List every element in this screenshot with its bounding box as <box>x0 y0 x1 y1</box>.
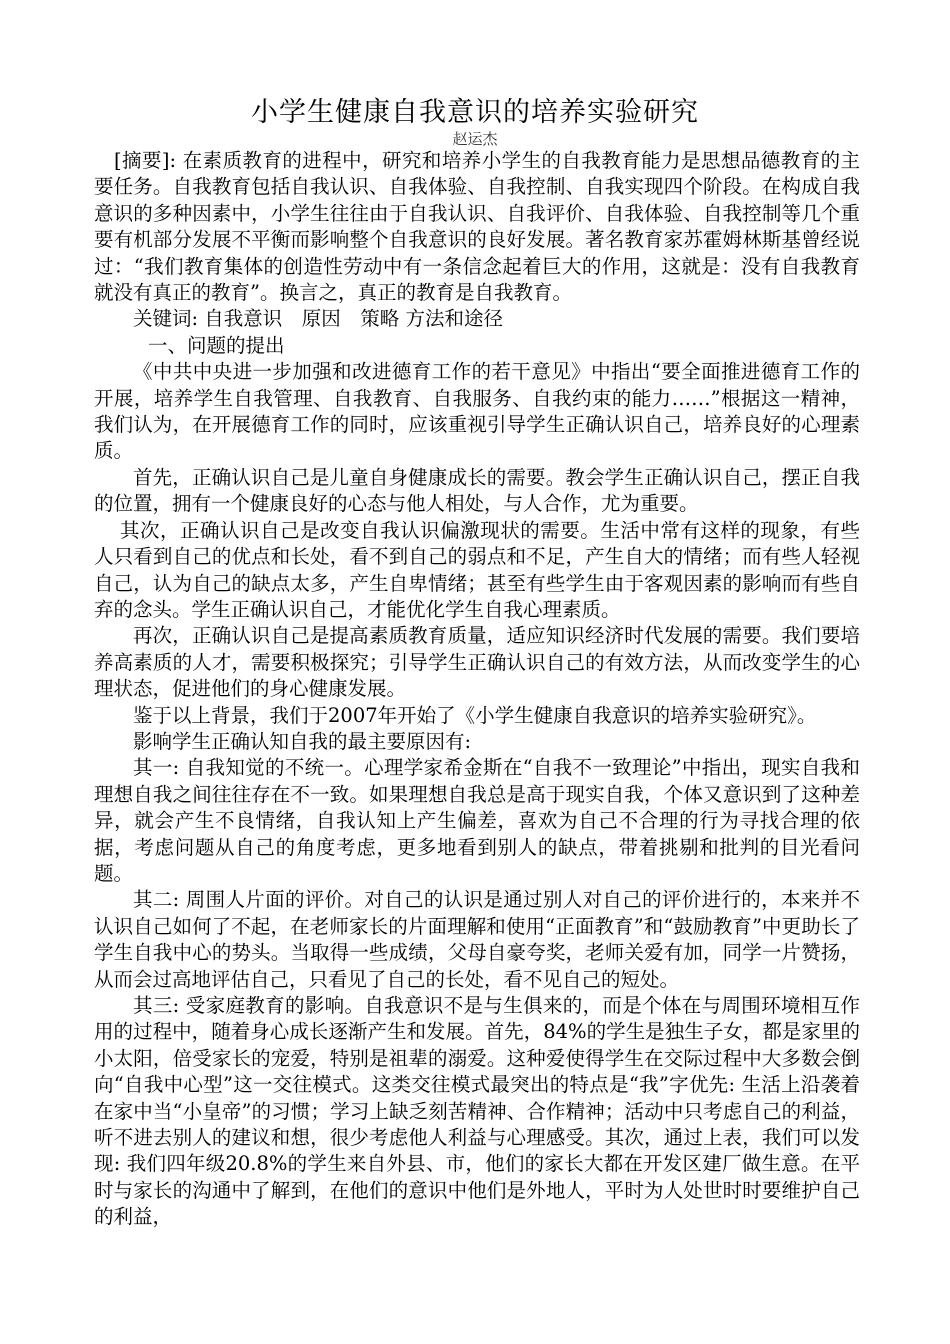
document-body <box>94 148 860 1231</box>
keywords-line: 关键词: 自我意识 原因 策略 方法和途径 <box>133 307 503 331</box>
section-heading: 一、问题的提出 <box>148 333 285 357</box>
abstract-paragraph: [摘要]: 在素质教育的进程中，研究和培养小学生的自我教育能力是思想品德教育的主要任务。自我教育包括自我认识、自我体验、自我控制、自我实现四个阶段。在构成自我意识的多种因素中，小学生往往由于自我认识、自我评价、自我体验、自我控制等几个重要有机部分发展不平衡而影响整个自我意识的良好发展。著名教育家苏霍姆林斯基曾经说过：“我们教育集体的创造性劳动中有一条信念起着巨大的作用，这就是：没有自我教育就没有真正的教育”。换言之，真正的教育是自我教育。 <box>94 149 860 305</box>
body-paragraph: 再次，正确认识自己是提高素质教育质量，适应知识经济时代发展的需要。我们要培养高素质的人才，需要积极探究；引导学生正确认识自己的有效方法，从而改变学生的心理状态，促进他们的身心健康发展。 <box>94 624 860 701</box>
body-paragraph: 其二: 周围人片面的评价。对自己的认识是通过别人对自己的评价进行的，本来并不认识自己如何了不起，在老师家长的片面理解和使用“正面教育”和“鼓励教育”中更助长了学生自我中心的势头。当取得一些成绩，父母自豪夸奖，老师关爱有加，同学一片赞扬，从而会过高地评估自己，只看见了自己的长处，看不见自己的短处。 <box>94 888 860 991</box>
body-paragraph: 其一: 自我知觉的不统一。心理学家希金斯在“自我不一致理论”中指出，现实自我和理想自我之间往往存在不一致。如果理想自我总是高于现实自我，个体又意识到了这种差异，就会产生不良情绪，自我认知上产生偏差，喜欢为自己不合理的行为寻找合理的依据，考虑问题从自己的角度考虑，更多地看到别人的缺点，带着挑剔和批判的目光看问题。 <box>94 756 860 885</box>
body-paragraph: 鉴于以上背景，我们于2007年开始了《小学生健康自我意识的培养实验研究》。 <box>133 703 817 727</box>
body-paragraph: 其三: 受家庭教育的影响。自我意识不是与生俱来的，而是个体在与周围环境相互作用的过程中，随着身心成长逐渐产生和发展。首先，84%的学生是独生子女，都是家里的小太阳，倍受家长的宠爱，特别是祖辈的溺爱。这种爱使得学生在交际过程中大多数会倒向“自我中心型”这一交往模式。这类交往模式最突出的特点是“我”字优先: 生活上沿袭着在家中当“小皇帝”的习惯；学习上缺乏刻苦精神、合作精神；活动中只考虑自己的利益，听不进去别人的建议和想，很少考虑他人利益与心理感受。其次，通过上表，我们可以发现: 我们四年级20.8%的学生来自外县、市，他们的家长大都在开发区建厂做生意。在平时与家长的沟通中了解到，在他们的意识中他们是外地人，平时为人处世时时要维护自己的利益， <box>94 994 860 1229</box>
body-paragraph: 其次，正确认识自己是改变自我认识偏激现状的需要。生活中常有这样的现象，有些人只看到自己的优点和长处，看不到自己的弱点和不足，产生自大的情绪；而有些人轻视自己，认为自己的缺点太多，产生自卑情绪；甚至有些学生由于客观因素的影响而有些自弃的念头。学生正确认识自己，才能优化学生自我心理素质。 <box>94 518 860 621</box>
body-paragraph: 首先，正确认识自己是儿童自身健康成长的需要。教会学生正确认识自己，摆正自我的位置，拥有一个健康良好的心态与他人相处，与人合作，尤为重要。 <box>94 465 860 516</box>
document-title: 小学生健康自我意识的培养实验研究 <box>251 97 699 128</box>
body-paragraph: 《中共中央进一步加强和改进德育工作的若干意见》中指出“要全面推进德育工作的开展，培养学生自我管理、自我教育、自我服务、自我约束的能力……”根据这一精神，我们认为，在开展德育工作的同时，应该重视引导学生正确认识自己，培养良好的心理素质。 <box>94 360 860 463</box>
document-author: 赵运杰 <box>452 130 498 148</box>
body-paragraph: 影响学生正确认知自我的最主要原因有: <box>133 729 472 753</box>
